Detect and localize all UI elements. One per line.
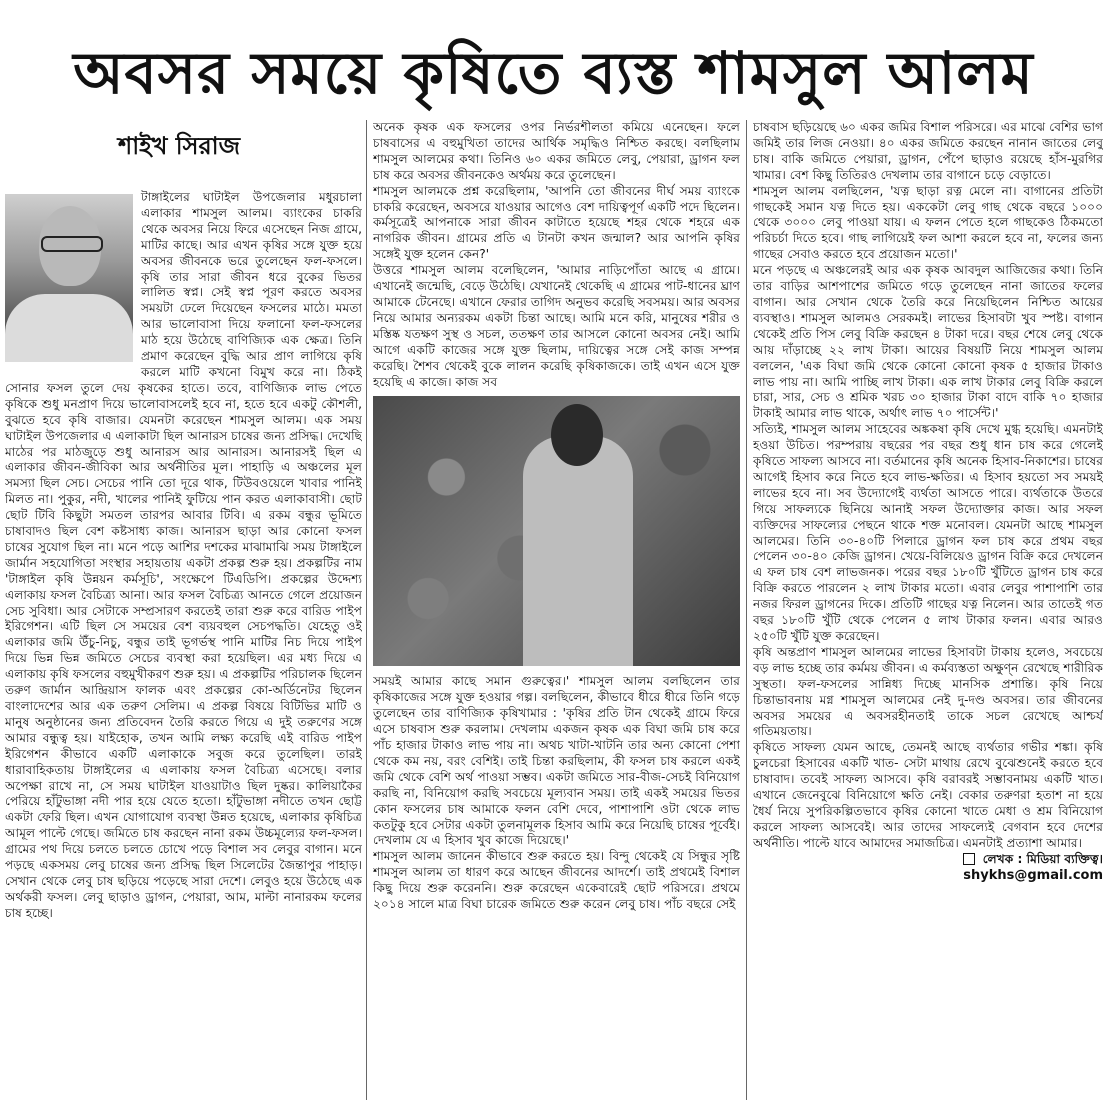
- col3-paragraph-2: শামসুল আলম বলছিলেন, 'যত্ন ছাড়া রত্ন মেলে না। বাগানের প্রতিটা গাছকেই সমান যত্ন দিতে হয়। এককেটা লেবু গাছ থেকে বছরে ১০০০ থেকে ৩০০০ লেবু পাওয়া যায়। এ ফলন পেতে হলে গাছকেও ঠিকমতো পরিচর্চা দিতে হবে। গাছ লাগিয়েই ফল আশা করলে হবে না, ফলের জন্য গাছের সেবাও করতে হবে প্রয়োজন মতো।': [753, 183, 1103, 262]
- col2-paragraph-1: অনেক কৃষক এক ফসলের ওপর নির্ভরশীলতা কমিয়ে এনেছেন। ফলে চাষবাসের এ বহুমুখিতা তাদের আর্থিক সমৃদ্ধিও নিশ্চিত করছে। বলছিলাম শামসুল আলমের কথা। তিনিও ৬০ একর জমিতে লেবু, পেয়ারা, ড্রাগন ফল চাষ করে অবসর জীবনকেও অর্থময় করে তুলেছেন।: [373, 120, 740, 182]
- col2-paragraph-3: উত্তরে শামসুল আলম বলেছিলেন, 'আমার নাড়িপোঁতা আছে এ গ্রামে। এখানেই জন্মেছি, বেড়ে উঠেছি। যেখানেই থেকেছি এ গ্রামের পাট-ধানের ঘ্রাণ আমাকে টেনেছে। এখানে ফেরার তাগিদ অনুভব করেছি সবসময়। আর অবসর নিয়ে আমার অন্যরকম একটা চিন্তা আছে। আমি মনে করি, মানুষের শরীর ও মস্তিষ্ক যতক্ষণ সুস্থ ও সচল, ততক্ষণ তার আসলে কোনো অবসর নেই। আমি আগে একটি কাজের সঙ্গে যুক্ত ছিলাম, দায়িত্বের সঙ্গে সেই কাজ সম্পন্ন করেছি। শৈশব থেকেই বুকে লালন করেছি কৃষিকাজকে। তাই এখন এসে যুক্ত হয়েছি এ কাজে। কাজ সব: [373, 263, 740, 389]
- col3-paragraph-3: মনে পড়ছে এ অঞ্চলেরই আর এক কৃষক আবদুল আজিজের কথা। তিনি তার বাড়ির আশপাশের জমিতে গড়ে তুলেছেন নানা জাতের ফলের বাগান। আর সেখান থেকে তৈরি করে নিয়েছিলেন নিশ্চিত আয়ের ব্যবস্থাও। শামসুল আলমও সেরকমই। লাভের হিসাবটা খুব স্পষ্ট। বাগান থেকেই প্রতি পিস লেবু বিক্রি করছেন ৪ টাকা দরে। বছর শেষে লেবু থেকে আয় দাঁড়াচ্ছে ২২ লাখ টাকা। আয়ের বিষয়টি নিয়ে শামসুল আলম বললেন, 'এক বিঘা জমি থেকে কোনো কোনো কৃষক ৫ হাজার টাকাও লাভ পায় না। আমি পাচ্ছি লাখ টাকা। এক লাখ টাকার লেবু বিক্রি করলে চারা, সার, সেচ ও শ্রমিক খরচ ৩০ হাজার টাকা বাদে বাকি ৭০ হাজার টাকাই আমার লাভ থাকে, অর্থাৎ লাভ ৭০ পার্সেন্ট।': [753, 263, 1103, 421]
- byline: শাইখ সিরাজ: [118, 132, 241, 160]
- field-photo: [373, 396, 740, 666]
- checkbox-square-icon: [963, 853, 975, 865]
- author-photo: [5, 194, 133, 362]
- col3-paragraph-4: সত্যিই, শামসুল আলম সাহেবের অঙ্ককষা কৃষি দেখে মুগ্ধ হয়েছি। এমনটাই হওয়া উচিত। পরম্পরায় বছরের পর বছর শুধু ধান চাষ করে গেলেই কৃষিতে সাফল্য আসবে না। বর্তমানের কৃষি অনেক হিসাব-নিকাশের। চাষের আগেই হিসাব করে নিতে হবে লাভ-ক্ষতির। এ হিসাব হয়তো সব সময়ই লাভের হবে না। সব উদ্যোগেই ব্যর্থতা আসতে পারে। ব্যর্থতাকে উতরে গিয়ে সাফল্যকে ছিনিয়ে আনাই সফল উদ্যোক্তার কাজ। আর সফল ব্যক্তিদের সাফল্যের পেছনে থাকে শক্ত মনোবল। যেমনটা আছে শামসুল আলমের। তিনি ৩০-৪০টি পিলারে ড্রাগন ফল চাষ করে প্রথম বছর পেলেন ৩০-৪০ কেজি ড্রাগন। খেয়ে-বিলিয়েও ড্রাগন বিক্রি করে দেখলেন এ ফল চাষ বেশ লাভজনক। পরের বছর ১৮০টি খুঁটিতে ড্রাগন চাষ করে বিক্রি করতে পারলেন ২ লাখ টাকার মতো। এবার লেবুর পাশাপাশি তার নজর ফিরল ড্রাগনের দিকে। প্রতিটি গাছের যত্ন নিলেন। আর তাতেই গত বছর ১৮০টি খুঁটি থেকে পেলেন ৫ লাখ টাকার ফলন। এবার আরও ২৫০টি খুঁটি যুক্ত করেছেন।: [753, 422, 1103, 643]
- column-rule-1: [366, 120, 367, 1100]
- col2-paragraph-2: শামসুল আলমকে প্রশ্ন করেছিলাম, 'আপনি তো জীবনের দীর্ঘ সময় ব্যাংকে চাকরি করেছেন, অবসরে যাওয়ার আগেও বেশ দায়িত্বপূর্ণ একটি পদে ছিলেন। কর্মসূত্রেই আপনাকে সারা জীবন কাটাতে হয়েছে শহর থেকে শহরে এক নাগরিক জীবন। গ্রামের প্রতি এ টানটা কখন জন্মাল? আর আপনি কৃষির সঙ্গেই যুক্ত হলেন কেন?': [373, 183, 740, 262]
- col2-paragraph-4: সময়ই আমার কাছে সমান গুরুত্বের।' শামসুল আলম বলছিলেন তার কৃষিকাজের সঙ্গে যুক্ত হওয়ার গল্প। বলছিলেন, কীভাবে ধীরে ধীরে তিনি গড়ে তুলেছেন তার বাণিজ্যিক কৃষিখামার : 'কৃষির প্রতি টান থেকেই গ্রামে ফিরে এসে চাষবাস শুরু করলাম। দেখলাম একজন কৃষক এক বিঘা জমি চাষ করে পাঁচ হাজার টাকাও লাভ পায় না। অথচ খাটা-খাটনি তার অন্য কোনো পেশা থেকে কম নয়, বরং বেশিই। তাই চিন্তা করছিলাম, কী ফসল চাষ করলে একই জমি থেকে বেশি অর্থ পাওয়া সম্ভব। একটা জমিতে সার-বীজ-সেচই বিনিয়োগ করছি না, বিনিয়োগ করছি সবচেয়ে মূল্যবান সময়। তাই একই সময়ের ভিতর কোন ফসলের চাষ আমাকে ফলন বেশি দেবে, পাশাপাশি ওটা থেকে লাভ কতটুকু হবে সেটার একটা তুলনামূলক হিসাব আমি করে নিয়েছি চাষের পূর্বেই। দেখলাম যে এ হিসাব খুব কাজে দিয়েছে।': [373, 674, 740, 848]
- col3-paragraph-6: কৃষিতে সাফল্য যেমন আছে, তেমনই আছে ব্যর্থতার গভীর শঙ্কা। কৃষি চুলচেরা হিসাবের একটি খাত- সেটা মাথায় রেখে বুঝেশুনেই করতে হবে চাষাবাদ। তবেই সাফল্য আসবে। কৃষি বরাবরই সম্ভাবনাময় একটি খাত। এখানে জেনেবুঝে বিনিয়োগে ক্ষতি নেই। বেকার তরুণরা হতাশ না হয়ে ধৈর্য নিয়ে সুপরিকল্পিতভাবে কৃষির কোনো খাতে মেধা ও শ্রম বিনিয়োগ করলে সাফল্য আসবেই। আর তাদের সাফল্যেই বেগবান হবে দেশের অর্থনীতি। পাল্টে যাবে আমাদের সমাজচিত্র। এমনটাই প্রত্যাশা আমার।: [753, 740, 1103, 850]
- column-2: [373, 120, 740, 1095]
- column-1: [5, 190, 362, 1095]
- col1-paragraph-1: টাঙ্গাইলের ঘাটাইল উপজেলার মধুরচালা এলাকার শামসুল আলম। ব্যাংকের চাকরি থেকে অবসর নিয়ে ফিরে এসেছেন নিজ গ্রামে, মাটির কাছে। আর এখন কৃষির সঙ্গে যুক্ত হয়ে অবসর জীবনকে ভরে তুলেছেন ফল-ফসলে। কৃষি তার সারা জীবন ধরে বুকের ভিতর লালিত স্বপ্ন। সেই স্বপ্ন পূরণ করতে অবসর সময়টা ঢেলে দিয়েছেন ফসলের মাঠে। মমতা আর ভালোবাসা দিয়ে ফলানো ফল-ফসলের মাঠ হয়ে উঠেছে বাণিজ্যিক এক ক্ষেত্র। তিনি প্রমাণ করেছেন বুদ্ধি আর প্রাণ লাগিয়ে কৃষি করলে মাটি কখনো বিমুখ করে না। ঠিকই সোনার ফসল তুলে দেয় কৃষকের হাতে। তবে, বাণিজ্যিক লাভ পেতে কৃষিকে শুধু মনপ্রাণ দিয়ে ভালোবাসলেই হবে না, হতে হবে একটু কৌশলী, বুঝতে হবে কৃষি বাজার। যেমনটা করেছেন শামসুল আলম। এক সময় ঘাটাইল উপজেলার এ এলাকাটা ছিল আনারস চাষের জন্য প্রসিদ্ধ। দেখেছি মাঠের পর মাঠজুড়ে শুধু আনারস আর আনারস। আনারসই ছিল এ এলাকার জীবন-জীবিকা আর অর্থনীতির মূল। পাহাড়ি এ অঞ্চলের মূল সমস্যা ছিল সেচ। সেচের পানি তো দূরে থাক, টিউবওয়েলে খাবার পানিই মিলত না। পুকুর, নদী, খালের পানিই ফুটিয়ে পান করত এলাকাবাসী। ছোট ছোট টিবি কিছুটা সমতল তারপর আবার টিবি। এ রকম বন্ধুর ভূমিতে চাষাবাদও ছিল বেশ কষ্টসাধ্য কাজ। আনারস ছাড়া আর কোনো ফসল চাষের সুযোগ ছিল না। মনে পড়ে আশির দশকের মাঝামাঝি সময় টাঙ্গাইলে জার্মান সহযোগিতা সংস্থার সহায়তায় একটা প্রকল্প শুরু হয়। প্রকল্পটির নাম 'টাঙ্গাইল কৃষি উন্নয়ন কর্মসূচি', সংক্ষেপে টিএডিপি। প্রকল্পের উদ্দেশ্য এলাকায় ফসল বৈচিত্র্য আনা। আর ফসল বৈচিত্র্য আনতে গেলে প্রয়োজন সেচ সুবিধা। আর সেটাকে সম্প্রসারণ করতেই তারা শুরু করে বারিড পাইপ ইরিগেশন। এটি ছিল সে সময়ের বেশ ব্যয়বহুল সেচপদ্ধতি। যেহেতু ওই এলাকার জমি উঁচু-নিচু, বন্ধুর তাই ভূগর্ভস্থ পানি মাটির নিচ দিয়ে পাইপ দিয়ে ভিন্ন ভিন্ন জমিতে সেচের ব্যবস্থা করা হয়েছিল। এর মধ্য দিয়ে এ এলাকায় কৃষি ফসলের বহুমুখীকরণ শুরু হয়। এ প্রকল্পটির পরিচালক ছিলেন তরুণ জার্মান আন্দ্রিয়াস ফালক এবং প্রকল্পের কো-অর্ডিনেটর ছিলেন বাংলাদেশের আর এক তরুণ সেলিম। এ প্রকল্প বিষয়ে বিটিভির মাটি ও মানুষ অনুষ্ঠানের জন্য প্রতিবেদন তৈরি করতে গিয়ে এ দুই তরুণের সঙ্গে আমার বন্ধুত্ব হয়। যাইহোক, তখন আমি লক্ষ্য করেছি এই বারিড পাইপ ইরিগেশন কীভাবে একটি এলাকাকে সবুজ করে তুলেছিল। তারই ধারাবাহিকতায় টাঙ্গাইলের এ এলাকায় ফসল বৈচিত্র্য এসেছে। বলার অপেক্ষা রাখে না, সে সময় ঘাটাইল যাওয়াটাও ছিল দুষ্কর। কালিয়াকৈর পেরিয়ে হাঁটুভাঙ্গা নদী পার হয়ে যেতে হতো। হাঁটুভাঙ্গা নদীতে তখন ছোট্ট একটা ফেরি ছিল। এখন যোগাযোগ ব্যবস্থা উন্নত হয়েছে, এলাকার কৃষিচিত্র আমূল পাল্টে গেছে। জমিতে চাষ করছেন নানা রকম উচ্চমূল্যের ফল-ফসল। গ্রামের পথ দিয়ে চলতে চলতে চোখে পড়ে বিশাল সব লেবুর বাগান। মনে পড়ছে একসময় লেবু চাষের জন্য প্রসিদ্ধ ছিল সিলেটের জৈন্তাপুর পাহাড়। সেখান থেকে লেবু চাষ ছড়িয়ে পড়েছে সারা দেশে। লেবুও হয়ে উঠেছে এক অর্থকরী ফসল। লেবু ছাড়াও ড্রাগন, পেয়ারা, আম, মাল্টা নানারকম ফলের চাষ হচ্ছে।: [5, 190, 362, 920]
- column-3: [753, 120, 1103, 1098]
- column-rule-2: [746, 120, 747, 1100]
- col3-paragraph-1: চাষবাস ছড়িয়েছে ৬০ একর জমির বিশাল পরিসরে। এর মাঝে বেশির ভাগ জমিই তার লিজ নেওয়া। ৪০ একর জমিতে করছেন নানান জাতের লেবু চাষ। বাকি জমিতে পেয়ারা, ড্রাগন, পেঁপে ছাড়াও রয়েছে হাঁস-মুরগির খামার। বেশ কিছু তিতিরও দেখলাম তার বাগানে চড়ে বেড়াতে।: [753, 120, 1103, 182]
- author-email[interactable]: shykhs@gmail.com: [963, 867, 1103, 883]
- writer-label: লেখক : মিডিয়া ব্যক্তিত্ব।: [982, 851, 1103, 866]
- col2-paragraph-5: শামসুল আলম জানেন কীভাবে শুরু করতে হয়। বিন্দু থেকেই যে সিন্ধুর সৃষ্টি শামসুল আলম তা ধারণ করে আছেন জীবনের আদর্শে। তাই প্রথমেই বিশাল কিছু দিয়ে শুরু করেননি। শুরু করেছেন একেবারেই ছোট পরিসরে। প্রথমে ২০১৪ সালে মাত্র বিঘা চারেক জমিতে শুরু করেন লেবু চাষ। পাঁচ বছরে সেই: [373, 849, 740, 912]
- col3-paragraph-5: কৃষি অন্তপ্রাণ শামসুল আলমের লাভের হিসাবটা টাকায় হলেও, সবচেয়ে বড় লাভ হচ্ছে তার কর্মময় জীবন। এ কর্মব্যস্ততা অক্ষুণ্ন রেখেছে শারীরিক সুস্থতা। ফল-ফসলের সান্নিধ্য দিচ্ছে মানসিক প্রশান্তি। কৃষি নিয়ে চিন্তাভাবনায় মগ্ন শামসুল আলমের নেই দু-দণ্ড অবসর। তার জীবনের অবসর সময়ের এ অবসরহীনতাই তাকে সচল রেখেছে আশ্চর্য গতিময়তায়।: [753, 644, 1103, 739]
- writer-credit: [753, 852, 1103, 868]
- headline: অবসর সময়ে কৃষিতে ব্যস্ত শামসুল আলম: [73, 39, 1034, 107]
